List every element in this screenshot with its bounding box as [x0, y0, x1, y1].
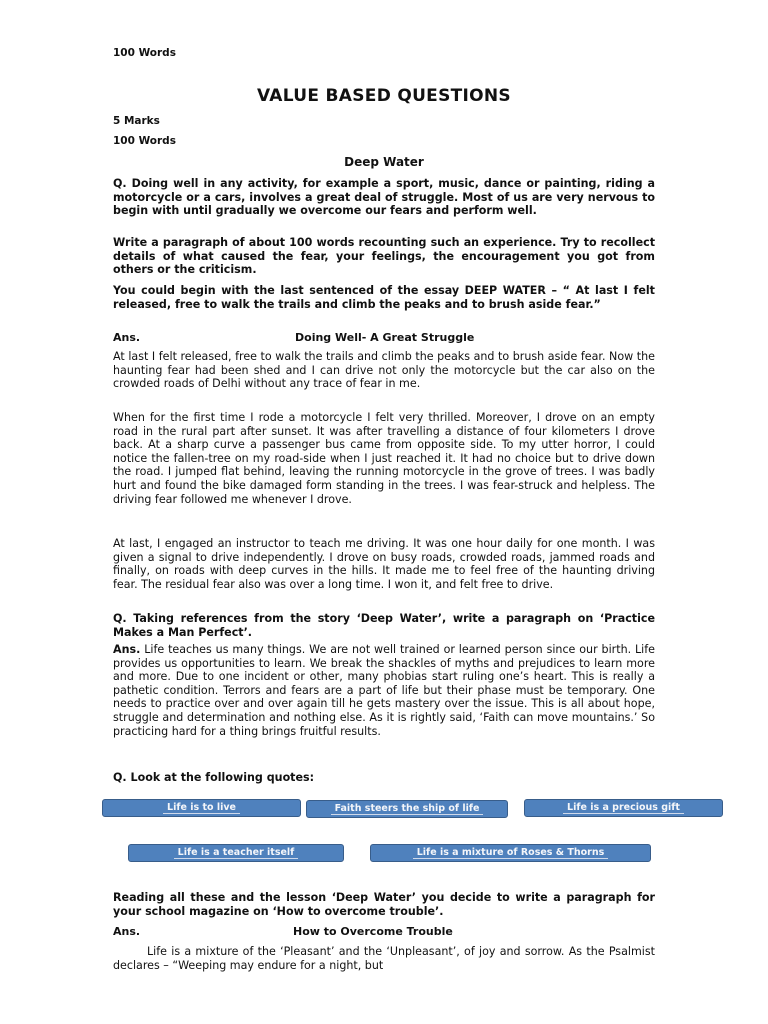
top-word-count: 100 Words [113, 47, 176, 59]
question-1: Q. Doing well in any activity, for example a sport, music, dance or painting, riding a motorcycle or a cars, involves a great deal of struggle. Most of us are very nervous to begin with until gradually we overcome our fears and perform well. [113, 177, 655, 218]
answer-3-paragraph: Life is a mixture of the ‘Pleasant’ and the ‘Unpleasant’, of joy and sorrow. As the Psalmist declares – “Weeping may endure for a night, but [113, 945, 655, 972]
quote-box: Life is to live [102, 799, 301, 817]
question-1-hint: You could begin with the last sentenced of the essay DEEP WATER – “ At last I felt released, free to walk the trails and climb the peaks and to brush aside fear.” [113, 284, 655, 311]
question-1-instruction: Write a paragraph of about 100 words recounting such an experience. Try to recollect details of what caused the fear, your feelings, the encouragement you got from others or the criticism. [113, 236, 655, 277]
answer-heading: How to Overcome Trouble [293, 925, 453, 938]
answer-label: Ans. [113, 925, 141, 938]
quote-box: Faith steers the ship of life [306, 800, 508, 818]
page-title: VALUE BASED QUESTIONS [257, 86, 511, 106]
quote-box: Life is a precious gift [524, 799, 723, 817]
answer-2 [113, 643, 655, 738]
section-subtitle: Deep Water [344, 155, 424, 169]
answer-1-paragraph-2: When for the first time I rode a motorcycle I felt very thrilled. Moreover, I drove on an empty road in the rural part after sunset. It was after travelling a distance of four kilometers I drove back. At a sharp curve a passenger bus came from opposite side. To my utter horror, I could notice the fallen-tree on my road-side when I just reached it. It had no choice but to drive down the road. I jumped flat behind, leaving the running motorcycle in the grove of trees. I was badly hurt and found the bike damaged form standing in the trees. I was fear-struck and helpless. The driving fear followed me whenever I drove. [113, 411, 655, 506]
answer-1-header [113, 331, 655, 345]
answer-heading: Doing Well- A Great Struggle [295, 331, 475, 344]
question-3: Q. Look at the following quotes: [113, 771, 315, 784]
answer-label: Ans. [113, 643, 141, 656]
quote-box: Life is a mixture of Roses & Thorns [370, 844, 651, 862]
question-2: Q. Taking references from the story ‘Deep Water’, write a paragraph on ‘Practice Makes a Man Perfect’. [113, 612, 655, 639]
quote-box: Life is a teacher itself [128, 844, 344, 862]
answer-1-paragraph-1: At last I felt released, free to walk the trails and climb the peaks and to brush aside fear. Now the haunting fear had been shed and I can drive not only the motorcycle but the car also on the crowded roads of Delhi without any trace of fear in me. [113, 350, 655, 391]
answer-3-header [113, 925, 655, 939]
word-count-label: 100 Words [113, 135, 176, 147]
answer-2-text: Life teaches us many things. We are not well trained or learned person since our birth. Life provides us opportunities to learn. We break the shackles of myths and prejudices to learn more and more. Due to one incident or other, many phobias start ruling one’s heart. This is really a pathetic condition. Terrors and fears are a part of life but their phase must be temporary. One needs to practice over and over again till he gets mastery over the issue. This is all about hope, struggle and determination and nothing else. As it is rightly said, ‘Faith can move mountains.’ So practicing hard for a thing brings fruitful results. [113, 643, 655, 738]
answer-1-paragraph-3: At last, I engaged an instructor to teach me driving. It was one hour daily for one month. I was given a signal to drive independently. I drove on busy roads, crowded roads, jammed roads and finally, on roads with deep curves in the hills. It made me to feel free of the haunting driving fear. The residual fear also was over a long time. I won it, and felt free to drive. [113, 537, 655, 591]
question-3-prompt: Reading all these and the lesson ‘Deep Water’ you decide to write a paragraph for your school magazine on ‘How to overcome trouble’. [113, 891, 655, 918]
marks-label: 5 Marks [113, 115, 160, 127]
answer-label: Ans. [113, 331, 141, 344]
